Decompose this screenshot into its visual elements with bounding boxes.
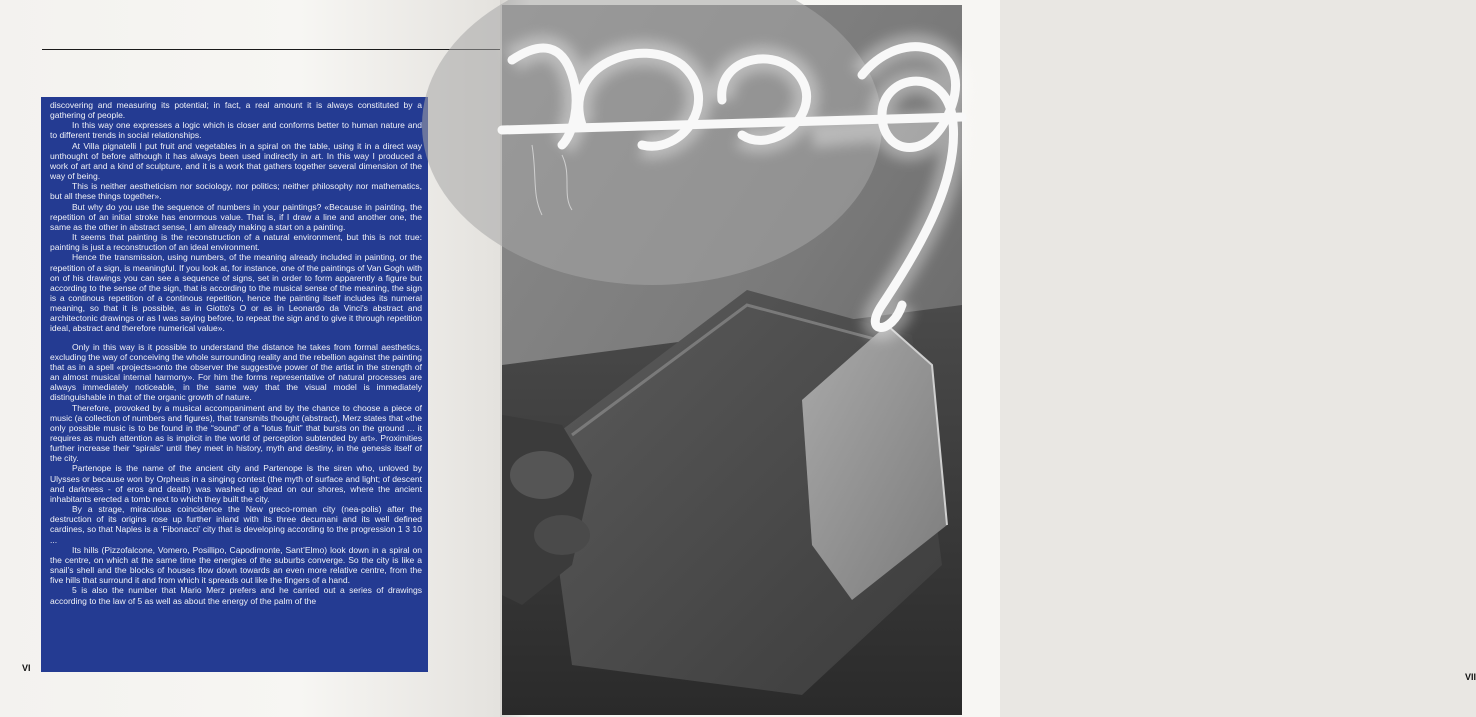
paragraph: Only in this way is it possible to understand the distance he takes from formal aesthetics, excluding the way of conceiving the whole surrounding reality and the rebellion against the painting that as in a spell «projects»onto the observer the suggestive power of the artist in the strength of an almost musical internal harmony». For him the forms representative of natural processes are always immediately noticeable, in the same way that the visual model is immediately distinguishable in that of the organic growth of nature. <box>50 341 422 403</box>
page-number-left: VI <box>22 663 31 673</box>
paragraph: Therefore, provoked by a musical accompaniment and by the chance to choose a piece of music (a collection of numbers and figures), that transmits thought (abstract), Merz states that «the only possible music is to be found in the “sound” of a “lotus fruit” that bursts on the ground ... it requires as much attention as is implicit in the world of perception subtended by art». Proximities further increase their “spirals” until they meet in history, myth and destiny, in the genesis itself of the city. <box>50 402 422 464</box>
page-number-right: VII <box>1465 672 1476 682</box>
paragraph: At Villa pignatelli I put fruit and vegetables in a spiral on the table, using it in a direct way unthought of before although it has always been used indirectly in art. In this way I produced a work of art and a kind of sculpture, and it is a work that gathers together several dimension of the way of being. <box>50 140 422 182</box>
artwork-photo <box>502 5 962 715</box>
paragraph: In this way one expresses a logic which is closer and conforms better to human nature and to different trends in social relationships. <box>50 120 422 141</box>
paragraph: It seems that painting is the reconstruction of a natural environment, but this is not true: painting is just a reconstruction of an ideal environment. <box>50 232 422 253</box>
paragraph: discovering and measuring its potential; in fact, a real amount it is always constituted by a gathering of people. <box>50 100 422 121</box>
top-rule <box>42 49 500 50</box>
paragraph: By a strage, miraculous coincidence the New greco-roman city (nea-polis) after the destruction of its origins rose up further inland with its three decumani and its well defined cardines, so that Naples is a ‘Fibonacci’ city that is developing according to the progression 1 3 10 ... <box>50 504 422 545</box>
text-column <box>41 97 428 672</box>
paragraph: But why do you use the sequence of numbers in your paintings? «Because in painting, the repetition of an initial stroke has enormous value. That is, if I draw a line and another one, the same as the other in abstract sense, I am already making a start on a painting. <box>50 201 422 232</box>
paragraph: 5 is also the number that Mario Merz prefers and he carried out a series of drawings according to the law of 5 as well as about the energy of the palm of the <box>50 585 422 606</box>
paragraph: This is neither aestheticism nor sociology, nor politics; neither philosophy nor mathematics, but all these things together». <box>50 181 422 202</box>
paragraph: Hence the transmission, using numbers, of the meaning already included in painting, or the repetition of a sign, is meaningful. If you look at, for instance, one of the paintings of Van Gogh with on of his drawings you can see a sequence of signs, set in order to form apparently a figure but according to the sense of the sign, that is according to the musical sense of the meaning, the sign is a continous repetition of a continous repetition, hence the painting itself includes its numeral meaning, so that it is possible, as in Giotto's O or as in Leonardo da Vinci's abstract and architectonic drawings or as I was saying before, to repeat the sign and to give it through repetition ideal, abstract and therefore numerical value». <box>50 252 422 334</box>
paragraph: Partenope is the name of the ancient city and Partenope is the siren who, unloved by Ulysses or because won by Orpheus in a singing contest (the myth of surface and light; of descent and darkness - of eros and death) was washed up dead on our shores, where the ancient inhabitants erected a tomb next to which they built the city. <box>50 463 422 504</box>
paragraph: Its hills (Pizzofalcone, Vomero, Posillipo, Capodimonte, Sant’Elmo) look down in a spiral on the centre, on which at the same time the energies of the suburbs converge. So the city is like a snail’s shell and the blocks of houses flow down towards an even more relative centre, from the five hills that surround it and from which it spreads out like the fingers of a hand. <box>50 544 422 586</box>
